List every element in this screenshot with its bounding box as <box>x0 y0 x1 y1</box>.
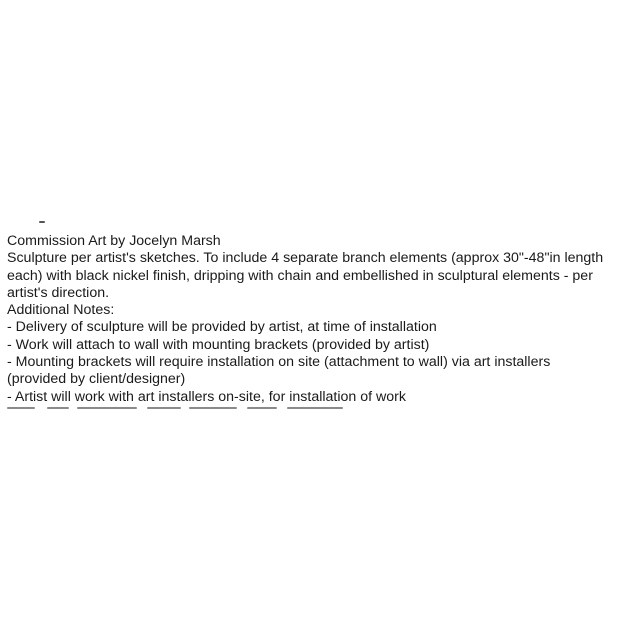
cropped-text-fragment <box>39 221 45 223</box>
notes-heading: Additional Notes: <box>7 302 115 319</box>
note-item: - Artist will work with art installers on-site, for installation of work <box>7 388 406 405</box>
commission-description <box>7 233 635 406</box>
note-item: (provided by client/designer) <box>7 371 186 388</box>
description-line: artist's direction. <box>7 284 110 301</box>
cropped-text-line <box>7 403 407 409</box>
note-item: - Mounting brackets will require installation on site (attachment to wall) via art installers <box>7 354 551 371</box>
note-item: - Work will attach to wall with mounting brackets (provided by artist) <box>7 336 430 353</box>
description-line: Sculpture per artist's sketches. To include 4 separate branch elements (approx 30"-48"in length <box>7 250 604 267</box>
note-item: - Delivery of sculpture will be provided by artist, at time of installation <box>7 319 437 336</box>
description-line: each) with black nickel finish, dripping with chain and embellished in sculptural elements - per <box>7 267 593 284</box>
document-title: Commission Art by Jocelyn Marsh <box>7 233 221 249</box>
